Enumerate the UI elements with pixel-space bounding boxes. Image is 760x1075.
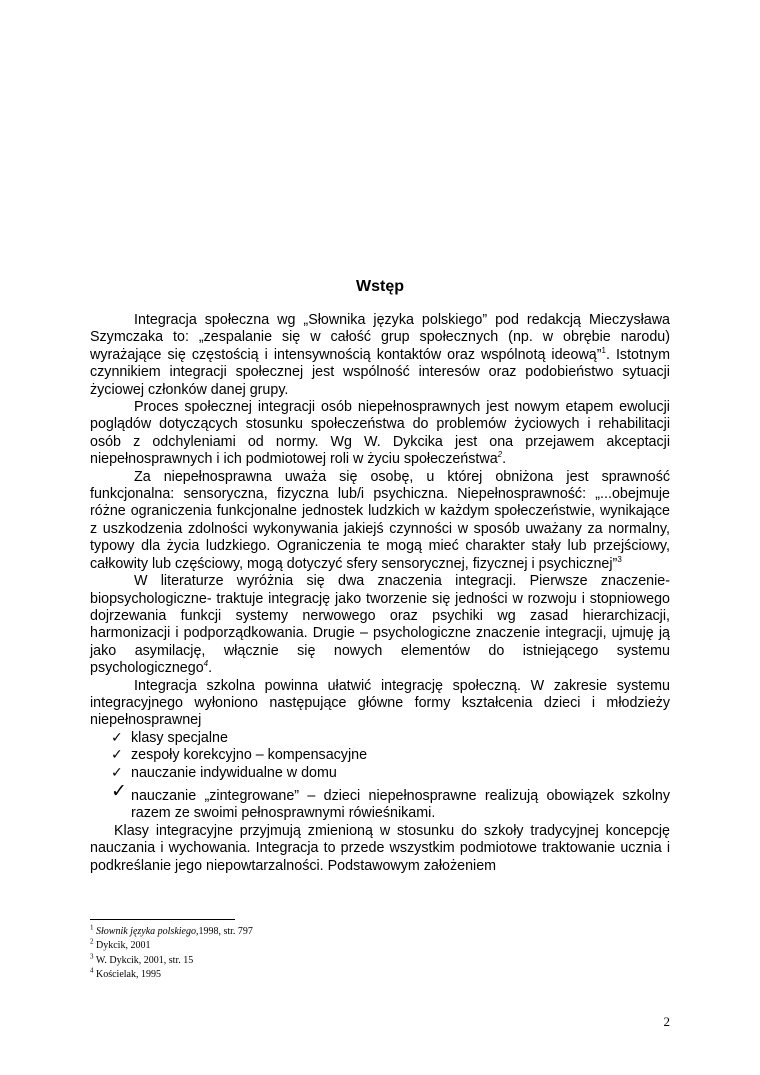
footnote: $^2$ Dykcik, 2001 [90,938,151,952]
paragraph-disability-definition: Za niepełnosprawna uważa się osobę, u której obniżona jest sprawność funkcjonalna: sensoryczna, fizyczna lub/i psychiczna. Niepełnosprawność: „...obejmuje różne ograniczenia funkcjonalne jednostek ludzkich w każdym społeczeństwie, wynikające z uszkodzenia zdolności wykonywania jakiejś czynności w sposób uważany za normalny, typowy dla życia ludzkiego. Ograniczenia te mogą mieć charakter stały lub przejściowy, całkowity lub częściowy, mogą dotyczyć sfery sensorycznej, fizycznej i psychicznej”$^3$ [90,468,670,572]
list-item: ✓ zespoły korekcyjno – kompensacyjne [111,747,368,764]
paragraph-integration-definition: Integracja społeczna wg „Słownika języka polskiego” pod redakcją Mieczysława Szymczaka to: „zespalanie się w całość grup społecznych (np. w obrębie narodu) wyrażające się częstością i intensywnością kontaktów oraz wspólnotą ideową”$^1$. Istotnym czynnikiem integracji społecznej jest wspólność interesów oraz podobieństwo sytuacji życiowej członków danej grupy. [90,312,670,398]
footnote-ref[interactable]: 4 [203,659,209,669]
list-item: ✓ nauczanie indywidualne w domu [111,764,337,781]
footnote: $^3$ W. Dykcik, 2001, str. 15 [90,952,194,966]
footnote-ref[interactable]: 3 [617,554,622,564]
list-item: ✓ nauczanie „zintegrowane” – dzieci niepełnosprawne realizują obowiązek szkolny razem ze swoimi pełnosprawnymi rówieśnikami. [111,779,670,822]
checkmark-icon: ✓ [111,747,123,764]
page-title: Wstęp [356,278,404,295]
paragraph-school-integration: Integracja szkolna powinna ułatwić integrację społeczną. W zakresie systemu integracyjnego wyłoniono następujące główne formy kształcenia dzieci i młodzieży niepełnosprawnej [90,677,670,729]
body-text [90,312,670,875]
education-forms-list [90,730,670,823]
footnote-ref[interactable]: 1 [601,346,606,356]
checkmark-icon: ✓ [111,764,123,781]
list-item: ✓ klasy specjalne [111,729,228,746]
page-number: 2 [663,1014,670,1029]
checkmark-icon: ✓ [111,779,127,802]
footnote: $^1$ Słownik języka polskiego,1998, str. 797 [90,923,253,937]
footnote-ref[interactable]: 2 [497,450,503,460]
footnotes [90,925,490,983]
paragraph-integration-meanings: W literaturze wyróżnia się dwa znaczenia integracji. Pierwsze znaczenie- biopsychologiczne- traktuje integrację jako tworzenie się jedności w rozwoju i stopniowego dojrzewania funkcji systemy nerwowego oraz psychiki wg zasad hierarchizacji, harmonizacji i podporządkowania. Drugie – psychologiczne znaczenie integracji, ujmuję ją jako asymilację, włącznie się nowych elementów do istniejącego systemu psychologicznego$^4$. [90,573,670,677]
checkmark-icon: ✓ [111,729,123,746]
paragraph-integration-process: Proces społecznej integracji osób niepełnosprawnych jest nowym etapem ewolucji poglądów dotyczących stosunku społeczeństwa do problemów życiowych i rehabilitacji osób z odchyleniami od normy. Wg W. Dykcika jest ona przejawem akceptacji niepełnosprawnych i ich podmiotowej roli w życiu społeczeństwa$^2$. [90,399,670,468]
paragraph-integration-classes: Klasy integracyjne przyjmują zmienioną w stosunku do szkoły tradycyjnej koncepcję nauczania i wychowania. Integracja to przede wszystkim podmiotowe traktowanie ucznia i podkreślanie jego niepowtarzalności. Podstawowym założeniem [90,822,670,874]
footnote-separator [90,919,235,920]
footnote: $^4$ Kościelak, 1995 [90,966,161,981]
